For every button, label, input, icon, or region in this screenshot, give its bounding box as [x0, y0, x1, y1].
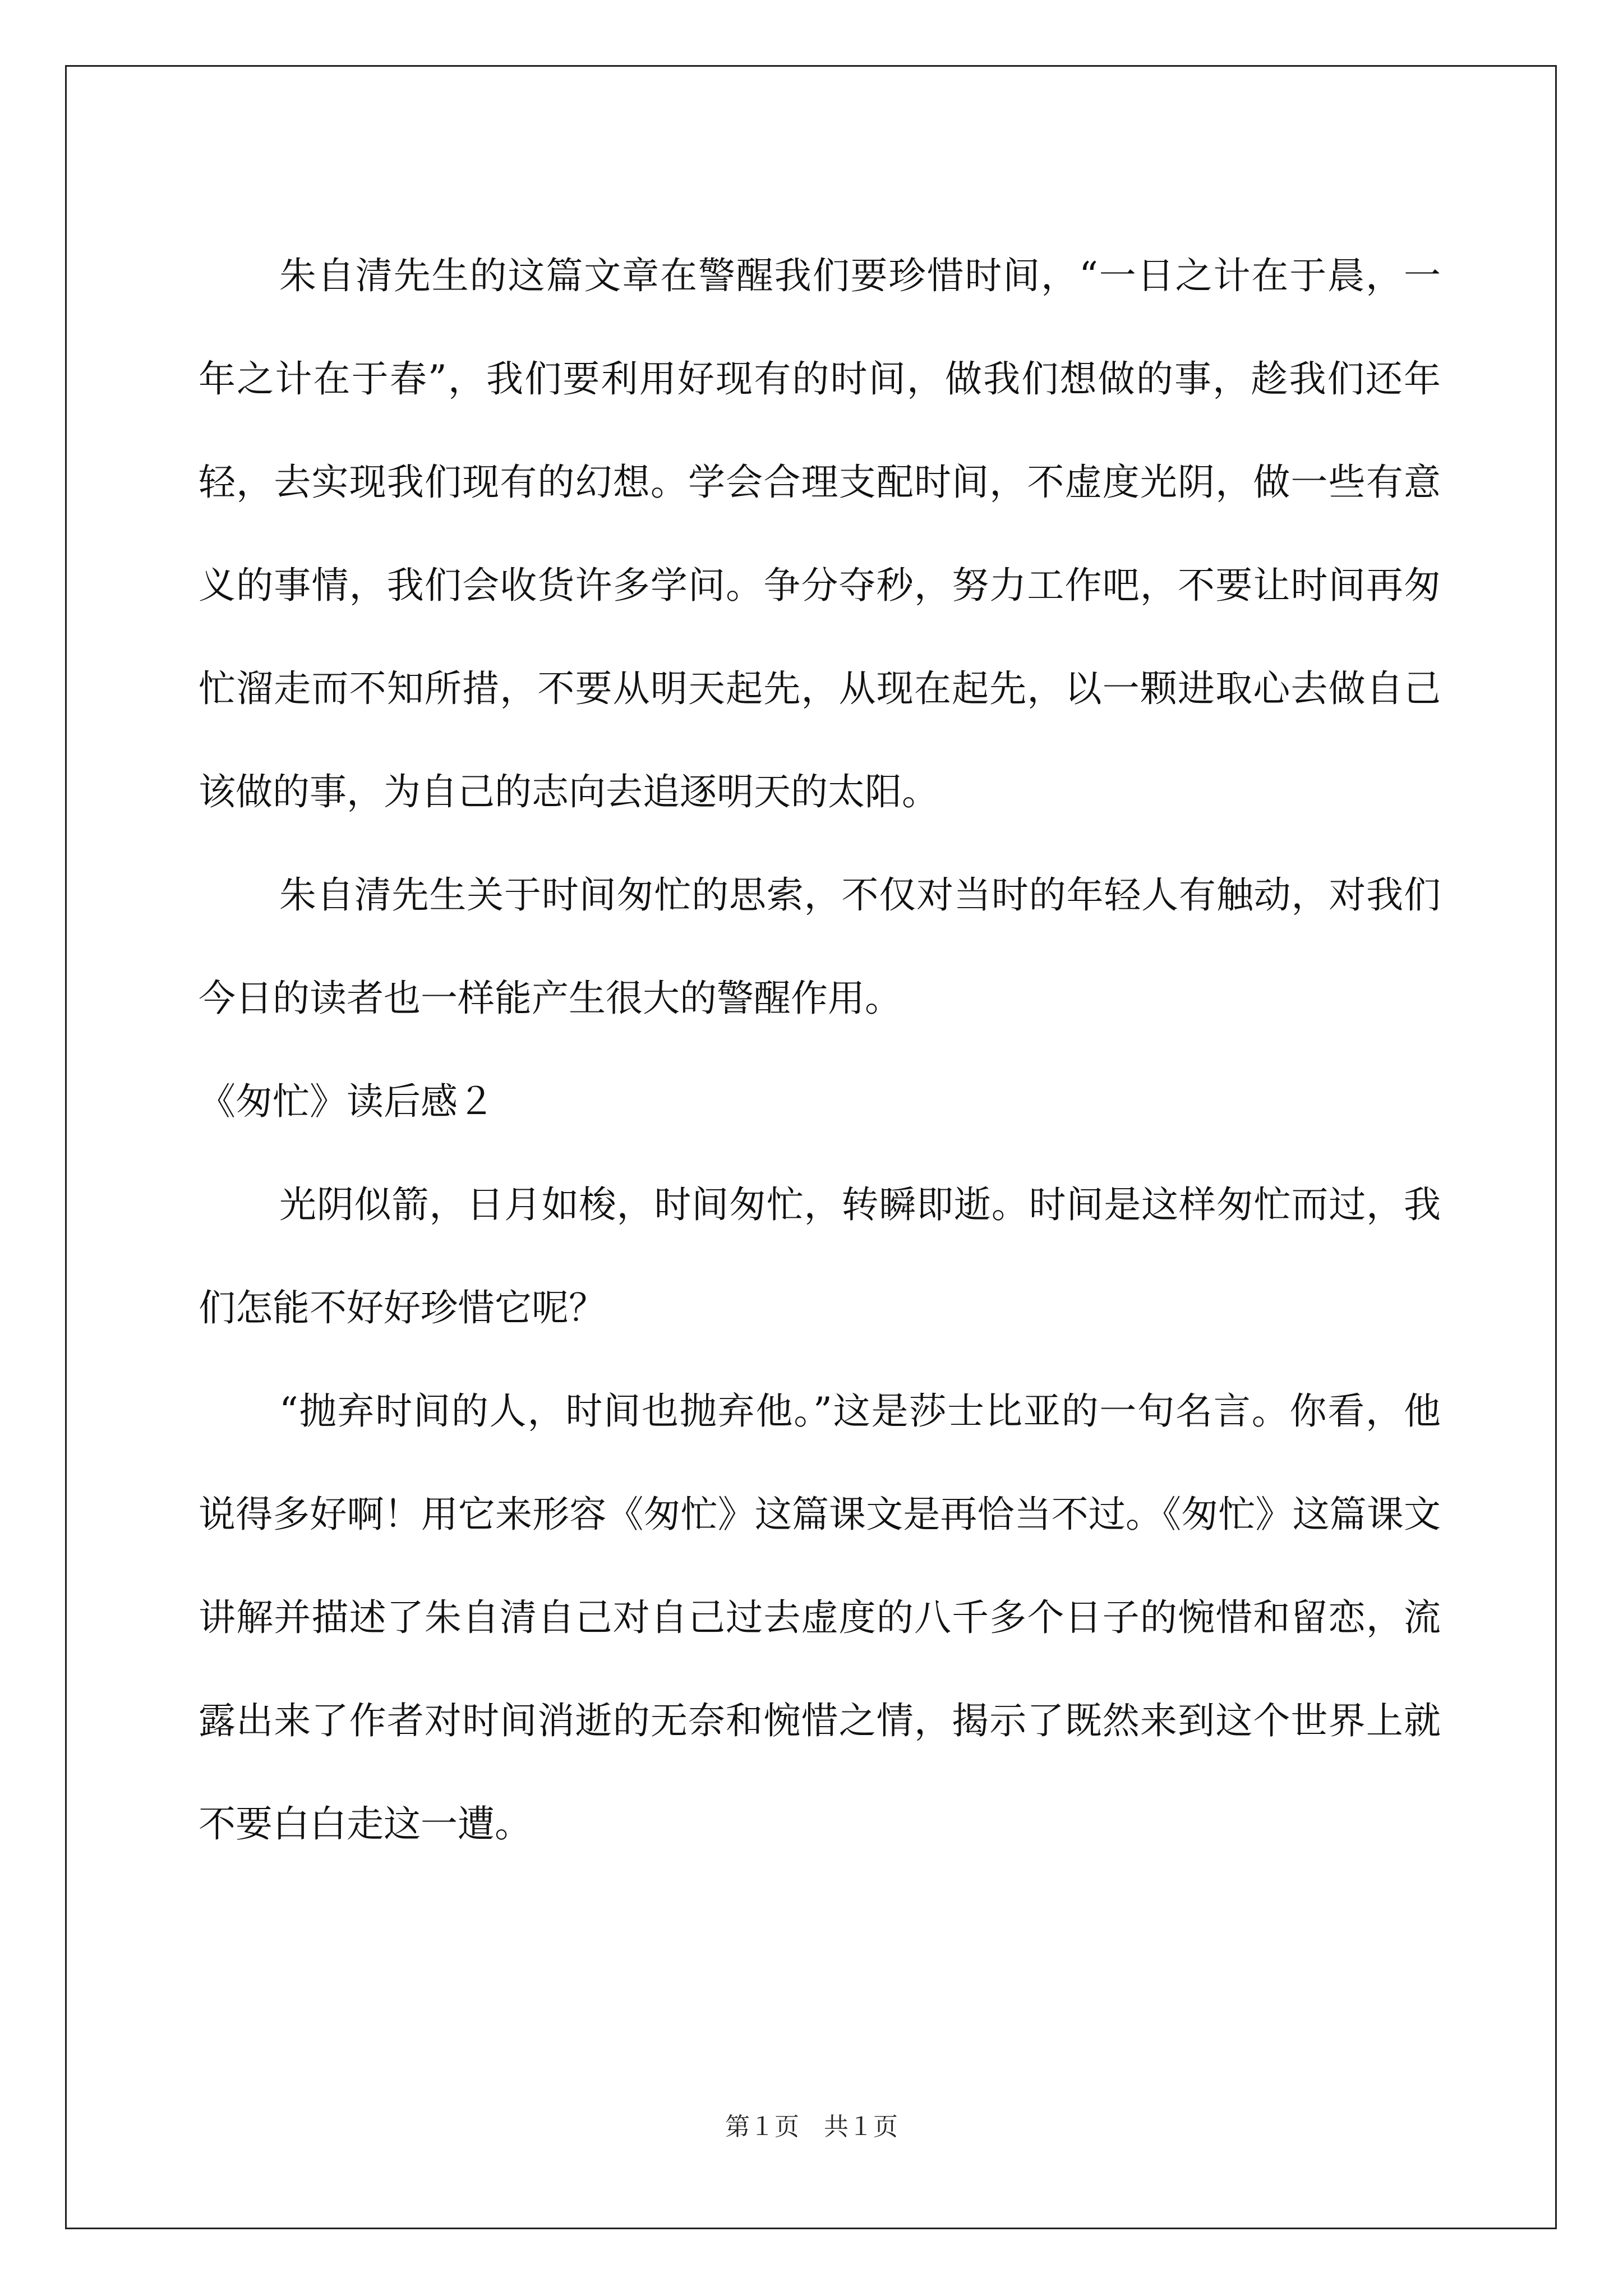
- paragraph: “抛弃时间的人，时间也抛弃他。”这是莎士比亚的一句名言。你看，他说得多好啊！用它来形容《匆忙》这篇课文是再恰当不过。《匆忙》这篇课文讲解并描述了朱自清自己对自己过去虚度的八千多个日子的惋惜和留恋，流露出来了作者对时间消逝的无奈和惋惜之情，揭示了既然来到这个世界上就不要白白走这一遭。: [199, 1389, 1441, 1846]
- paragraph: 朱自清先生的这篇文章在警醒我们要珍惜时间，“一日之计在于晨，一年之计在于春”，我们要利用好现有的时间，做我们想做的事，趁我们还年轻，去实现我们现有的幻想。学会合理支配时间，不虚度光阴，做一些有意义的事情，我们会收货许多学问。争分夺秒，努力工作吧，不要让时间再匆忙溜走而不知所措，不要从明天起先，从现在起先，以一颗进取心去做自己该做的事，为自己的志向去追逐明天的太阳。: [199, 254, 1441, 813]
- page-footer: 第１页 共１页: [725, 2113, 898, 2141]
- paragraph: 朱自清先生关于时间匆忙的思索，不仅对当时的年轻人有触动，对我们今日的读者也一样能产生很大的警醒作用。: [199, 873, 1441, 1020]
- section-heading: 《匆忙》读后感２: [199, 1080, 495, 1123]
- paragraph: 光阴似箭，日月如梭，时间匆忙，转瞬即逝。时间是这样匆忙而过，我们怎能不好好珍惜它呢？: [199, 1183, 1441, 1329]
- document-body: [199, 224, 1441, 1876]
